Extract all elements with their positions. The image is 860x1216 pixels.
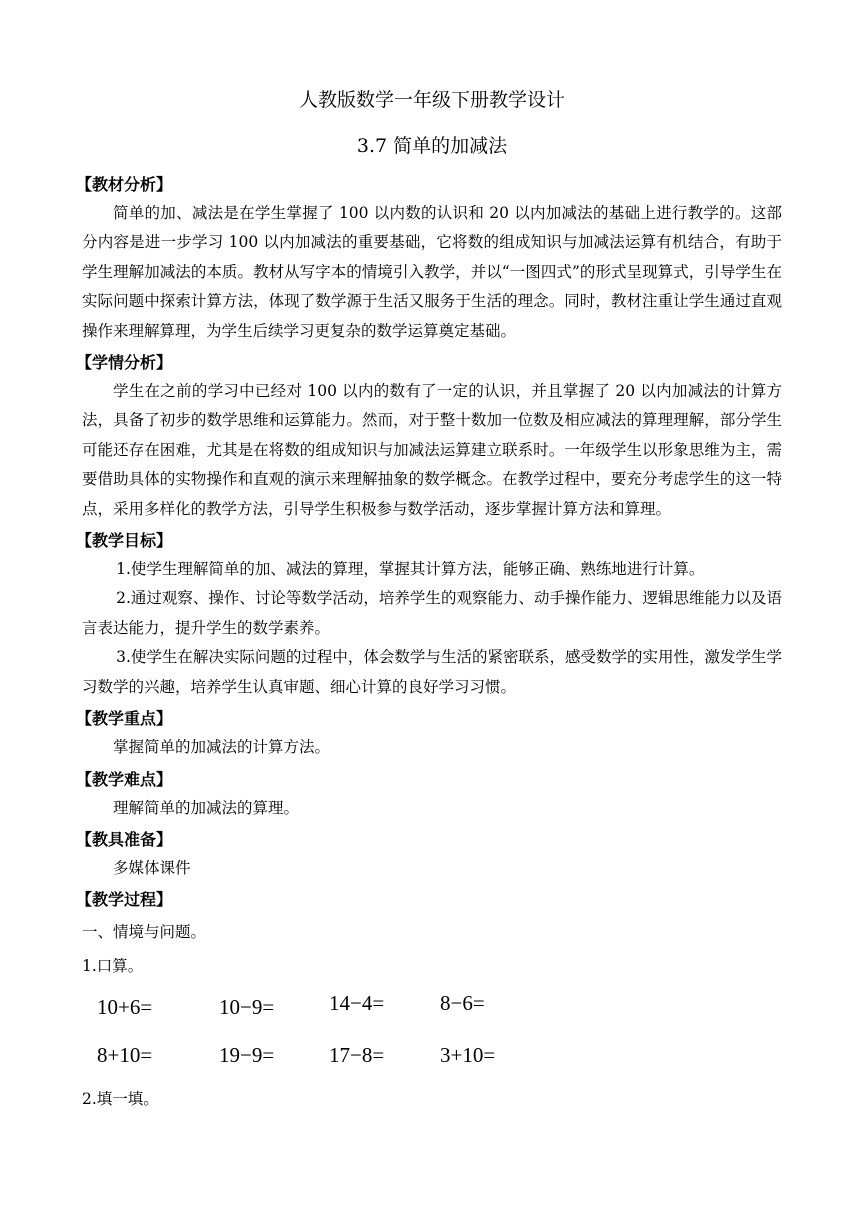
- goal-item-3: 3.使学生在解决实际问题的过程中，体会数学与生活的紧密联系，感受数学的实用性，激发学生学习数学的兴趣，培养学生认真审题、细心计算的良好学习习惯。: [82, 648, 782, 696]
- key-point-text: 掌握简单的加减法的计算方法。: [113, 738, 331, 757]
- calc-expression: 10+6=: [97, 995, 153, 1020]
- section-heading-goals: 【教学目标】: [76, 531, 173, 551]
- calc-expression: 8−6=: [440, 991, 485, 1016]
- goal-item-2: 2.通过观察、操作、讨论等数学活动，培养学生的观察能力、动手操作能力、逻辑思维能力以及语言表达能力，提升学生的数学素养。: [82, 589, 782, 637]
- oral-calc-row-2: [97, 1033, 782, 1085]
- calc-expression: 8+10=: [97, 1043, 153, 1068]
- section-heading-tools: 【教具准备】: [76, 829, 173, 849]
- document-page: [76, 86, 782, 1115]
- difficulty-text: 理解简单的加减法的算理。: [113, 798, 300, 817]
- calc-expression: 14−4=: [329, 991, 385, 1016]
- lesson-title: 3.7 简单的加减法: [356, 135, 508, 157]
- document-title: 人教版数学一年级下册教学设计: [298, 89, 565, 111]
- section-heading-difficulty: 【教学难点】: [76, 769, 173, 789]
- section-heading-process: 【教学过程】: [76, 890, 173, 910]
- process-part-1: 一、情境与问题。: [82, 923, 207, 942]
- oral-calc-row-1: [97, 981, 782, 1033]
- calc-expression: 19−9=: [219, 1043, 275, 1068]
- calc-expression: 17−8=: [329, 1043, 385, 1068]
- calc-expression: 10−9=: [219, 995, 275, 1020]
- material-analysis-text: 简单的加、减法是在学生掌握了 100 以内数的认识和 20 以内加减法的基础上进行教学的。这部分内容是进一步学习 100 以内加减法的重要基础，它将数的组成知识与加减法运算有机结合，有助于学生理解加减法的本质。教材从写字本的情境引入教学，并以“一图四式”的形式呈现算式，引导学生在实际问题中探索计算方法，体现了数学源于生活又服务于生活的理念。同时，教材注重让学生通过直观操作来理解算理，为学生后续学习更复杂的数学运算奠定基础。: [82, 204, 782, 340]
- section-heading-key-point: 【教学重点】: [76, 709, 173, 729]
- tools-text: 多媒体课件: [113, 858, 191, 877]
- section-heading-students: 【学情分析】: [76, 353, 173, 373]
- process-step-1: 1.口算。: [82, 956, 144, 975]
- process-step-2: 2.填一填。: [82, 1090, 159, 1109]
- goal-item-1: 1.使学生理解简单的加、减法的算理，掌握其计算方法，能够正确、熟练地进行计算。: [116, 560, 705, 579]
- section-heading-material: 【教材分析】: [76, 175, 173, 194]
- calc-expression: 3+10=: [440, 1043, 496, 1068]
- student-analysis-text: 学生在之前的学习中已经对 100 以内的数有了一定的认识，并且掌握了 20 以内加减法的计算方法，具备了初步的数学思维和运算能力。然而，对于整十数加一位数及相应减法的算理理解，部分学生可能还存在困难，尤其是在将数的组成知识与加减法运算建立联系时。一年级学生以形象思维为主，需要借助具体的实物操作和直观的演示来理解抽象的数学概念。在教学过程中，要充分考虑学生的这一特点，采用多样化的教学方法，引导学生积极参与数学活动，逐步掌握计算方法和算理。: [82, 382, 782, 518]
